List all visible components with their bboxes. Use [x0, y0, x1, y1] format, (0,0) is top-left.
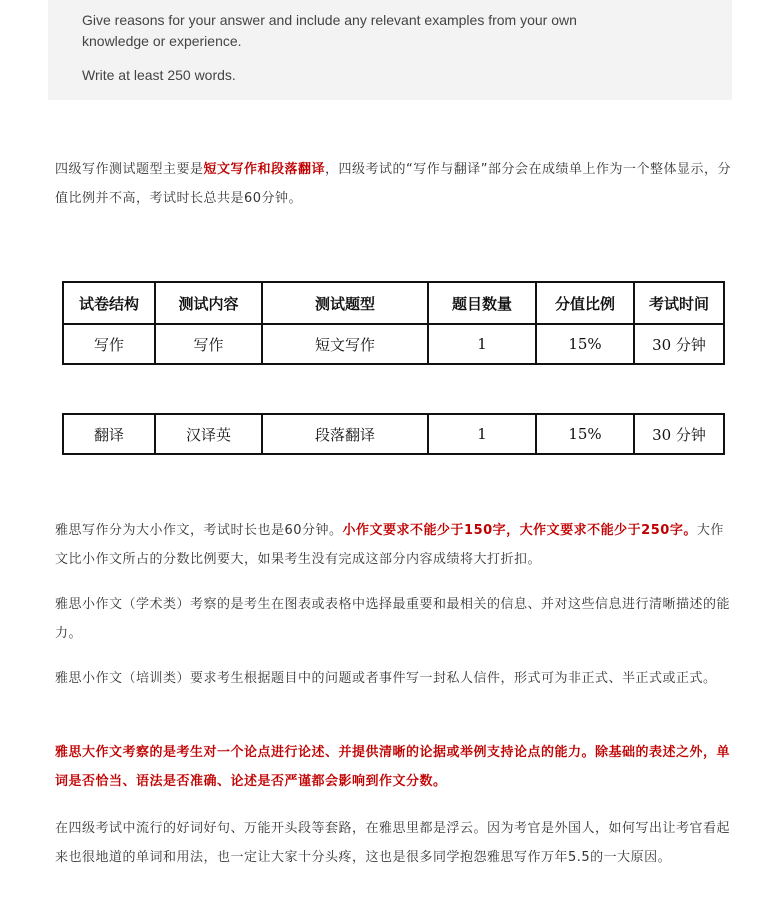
question-line: knowledge or experience.	[82, 33, 242, 49]
table-cell: 段落翻译	[262, 414, 428, 454]
column-header: 分值比例	[536, 282, 634, 324]
text: 大作文比小作文所占的分数比例要大，如果考生没有完成这部分内容成绩将大打折扣。	[55, 523, 724, 567]
text: ，四级考试的“写作与翻译”部分会在成绩单上作为一个整体显示，分值比例并不高，考试时长总共是60分钟。	[55, 162, 732, 206]
question-line: Write at least 250 words.	[82, 67, 236, 83]
emphasis-text: 短文写作和段落翻译	[203, 162, 326, 177]
table-cell: 1	[428, 324, 536, 364]
exam-structure-table-continued	[62, 413, 725, 455]
table-row	[63, 324, 724, 364]
paragraph-ielts-essay: 雅思大作文考察的是考生对一个论点进行论述、并提供清晰的论据或举例支持论点的能力。除基础的表述之外，单词是否恰当、语法是否准确、论述是否严谨都会影响到作文分数。	[55, 745, 731, 789]
column-header: 测试题型	[262, 282, 428, 324]
table-cell: 15%	[536, 414, 634, 454]
paragraph-cet4-intro	[55, 155, 735, 213]
table-row	[63, 414, 724, 454]
table-cell: 1	[428, 414, 536, 454]
column-header: 考试时间	[634, 282, 724, 324]
table-cell: 短文写作	[262, 324, 428, 364]
emphasis-text: 小作文要求不能少于150字，大作文要求不能少于250字。	[342, 523, 697, 538]
paragraph-ielts-overview	[55, 516, 735, 574]
table-header-row	[63, 282, 724, 324]
table-cell: 30 分钟	[634, 414, 724, 454]
text: 雅思写作分为大小作文，考试时长也是60分钟。	[55, 523, 343, 538]
paragraph-conclusion: 在四级考试中流行的好词好句、万能开头段等套路，在雅思里都是浮云。因为考官是外国人，如何写出让考官看起来也很地道的单词和用法，也一定让大家十分头疼，这也是很多同学抱怨雅思写作万年5.5的一大原因。	[55, 821, 731, 865]
column-header: 测试内容	[155, 282, 262, 324]
question-line: Give reasons for your answer and include any relevant examples from your own	[82, 12, 577, 28]
table-cell: 30 分钟	[634, 324, 724, 364]
table-cell: 汉译英	[155, 414, 262, 454]
column-header: 试卷结构	[63, 282, 155, 324]
text: 四级写作测试题型主要是	[55, 162, 204, 177]
table-cell: 翻译	[63, 414, 155, 454]
question-image	[48, 0, 732, 100]
paragraph-ielts-academic: 雅思小作文（学术类）考察的是考生在图表或表格中选择最重要和最相关的信息、并对这些信息进行清晰描述的能力。	[55, 597, 731, 641]
table-cell: 写作	[155, 324, 262, 364]
table-cell: 写作	[63, 324, 155, 364]
paragraph-ielts-general: 雅思小作文（培训类）要求考生根据题目中的问题或者事件写一封私人信件，形式可为非正式、半正式或正式。	[55, 671, 717, 686]
exam-structure-table	[62, 281, 725, 365]
table-cell: 15%	[536, 324, 634, 364]
column-header: 题目数量	[428, 282, 536, 324]
